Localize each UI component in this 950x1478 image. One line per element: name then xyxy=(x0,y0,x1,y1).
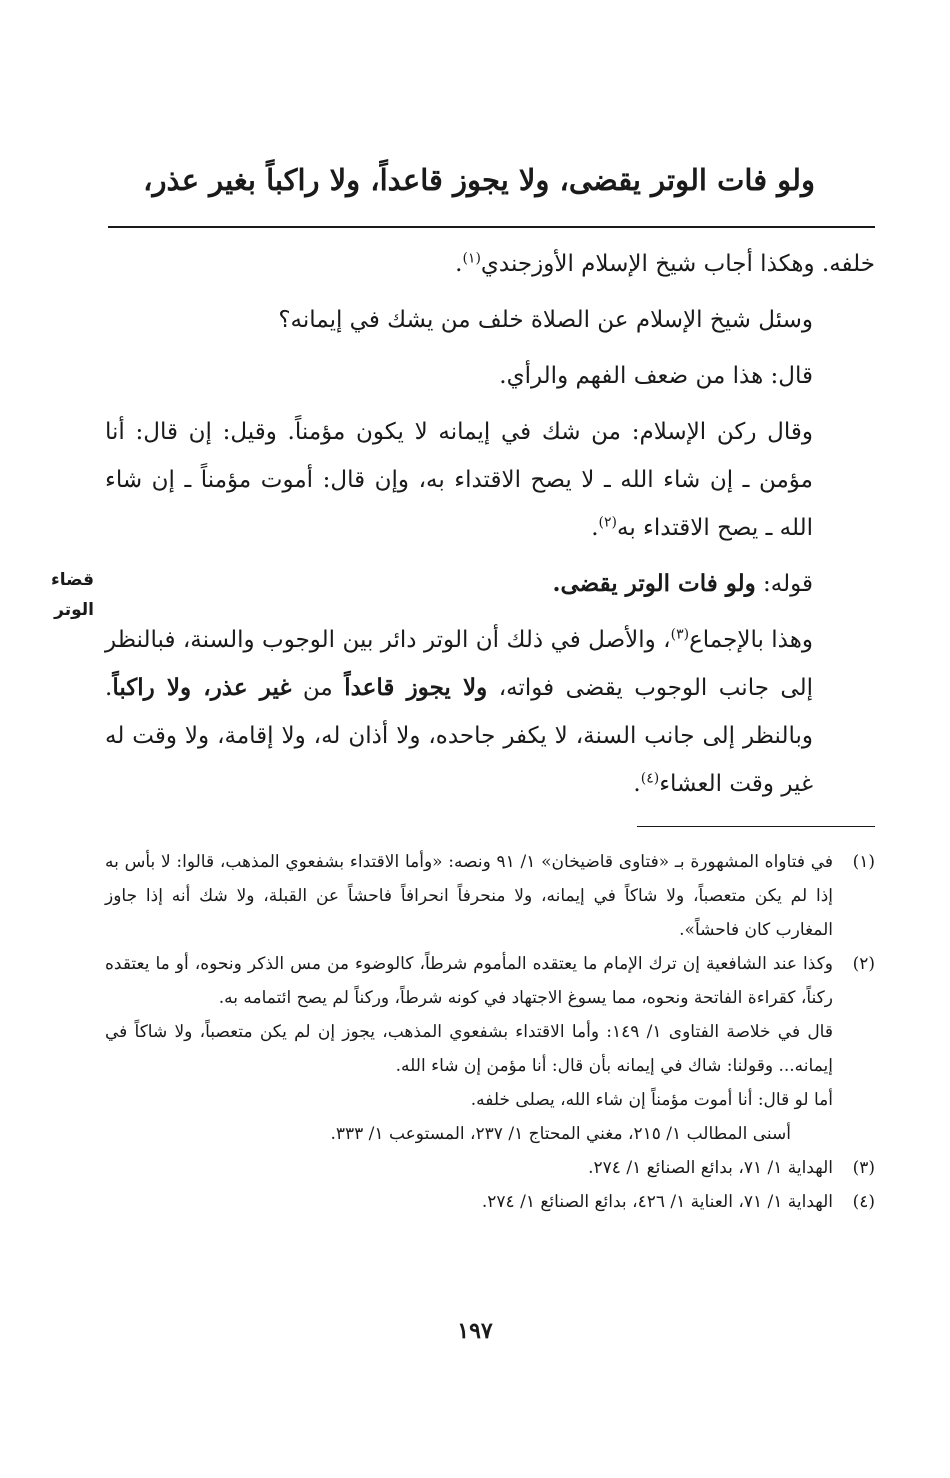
paragraph-2: وسئل شيخ الإسلام عن الصلاة خلف من يشك في إيمانه؟ xyxy=(278,307,813,333)
paragraph-1-text: خلفه. وهكذا أجاب شيخ الإسلام الأوزجندي xyxy=(480,251,875,277)
footnote-paragraph: الهداية ١/ ٧١، بدائع الصنائع ١/ ٢٧٤. xyxy=(588,1158,833,1178)
footnote-4 xyxy=(105,1185,875,1219)
paragraph-6-text-3: من xyxy=(291,675,345,701)
footnote-ref-1: (١) xyxy=(462,250,481,267)
margin-note-line-1: قضاء xyxy=(51,570,94,590)
footnote-text xyxy=(105,1185,833,1219)
margin-note xyxy=(22,565,94,625)
paragraph-6-text-1: وهذا بالإجماع xyxy=(689,627,813,653)
quoted-matn-3: غير عذر، ولا راكباً xyxy=(112,674,292,701)
footnote-1 xyxy=(105,845,875,947)
quoted-matn-2: ولا يجوز قاعداً xyxy=(344,674,488,701)
footnote-number: (١) xyxy=(852,852,875,872)
page-number: ١٩٧ xyxy=(457,1318,493,1344)
paragraph-5 xyxy=(105,560,875,608)
footnote-paragraph: في فتاواه المشهورة بـ «فتاوى قاضيخان» ١/ ٩١ ونصه: «وأما الاقتداء بشفعوي المذهب، قالوا: لا بأس به إذا لم يكن متعصباً، ولا شاكاً في إيمانه، ولا منحرفاً انحرافاً فاحشاً عن القبلة، ولا شك أنه إذا جاوز المغارب كان فاحشاً». xyxy=(105,852,833,940)
quoted-matn: ولو فات الوتر يقضى. xyxy=(552,570,756,597)
footnote-ref-2: (٢) xyxy=(598,514,618,531)
paragraph-6-text-2: ، والأصل في ذلك أن الوتر دائر بين الوجوب والسنة، فبالنظر إلى جانب الوجوب يقضى فواته، xyxy=(105,627,813,701)
footnote-divider xyxy=(637,826,875,827)
paragraph-3: قال: هذا من ضعف الفهم والرأي. xyxy=(499,363,813,389)
footnote-paragraph: وكذا عند الشافعية إن ترك الإمام ما يعتقده المأموم شرطاً، كالوضوء من مس الذكر ونحوه، أو ما يعتقده ركناً، كقراءة الفاتحة ونحوه، مما يسوغ الاجتهاد في كونه شرطاً، وركناً لم يصح ائتمامه به. xyxy=(105,954,833,1008)
running-header: ولو فات الوتر يقضى، ولا يجوز قاعداً، ولا راكباً بغير عذر، xyxy=(143,163,815,197)
footnote-number: (٤) xyxy=(852,1192,875,1212)
footnote-text xyxy=(105,1151,833,1185)
footnote-2 xyxy=(105,947,875,1151)
paragraph-4-text: وقال ركن الإسلام: من شك في إيمانه لا يكون مؤمناً. وقيل: إن قال: أنا مؤمن ـ إن شاء الله ـ لا يصح الاقتداء به، وإن قال: أموت مؤمناً ـ إن شاء الله ـ يصح الاقتداء به xyxy=(105,419,813,541)
header-divider xyxy=(108,226,875,228)
margin-note-line-2: الوتر xyxy=(54,600,94,620)
footnote-paragraph: الهداية ١/ ٧١، العناية ١/ ٤٢٦، بدائع الصنائع ١/ ٢٧٤. xyxy=(481,1192,833,1212)
paragraph-6 xyxy=(105,616,875,808)
main-text xyxy=(105,240,875,808)
footnote-number: (٢) xyxy=(852,954,875,974)
paragraph-6-text-4: . وبالنظر إلى جانب السنة، لا يكفر جاحده، ولا أذان له، ولا إقامة، ولا وقت له غير وقت العشاء xyxy=(105,675,813,797)
paragraph-4 xyxy=(105,408,875,552)
quote-prefix: قوله: xyxy=(755,571,813,597)
paragraph-6-tail: . xyxy=(633,771,641,797)
footnote-paragraph: قال في خلاصة الفتاوى ١/ ١٤٩: وأما الاقتداء بشفعوي المذهب، يجوز إن لم يكن متعصباً، ولا شاكاً في إيمانه... وقولنا: شاك في إيمانه بأن قال: أنا مؤمن إن شاء الله. xyxy=(105,1022,833,1076)
paragraph-1-tail: . xyxy=(455,251,463,277)
footnote-text xyxy=(105,845,833,947)
footnote-3 xyxy=(105,1151,875,1185)
footnote-paragraph: أسنى المطالب ١/ ٢١٥، مغني المحتاج ١/ ٢٣٧، المستوعب ١/ ٣٣٣. xyxy=(330,1124,791,1144)
footnote-text xyxy=(105,947,833,1151)
footnote-paragraph: أما لو قال: أنا أموت مؤمناً إن شاء الله، يصلى خلفه. xyxy=(470,1090,833,1110)
paragraph-1 xyxy=(105,240,875,288)
footnote-ref-4: (٤) xyxy=(640,770,660,787)
paragraph-4-tail: . xyxy=(591,515,599,541)
footnote-number: (٣) xyxy=(852,1158,875,1178)
footnote-ref-3: (٣) xyxy=(670,626,690,643)
footnotes xyxy=(105,845,875,1219)
